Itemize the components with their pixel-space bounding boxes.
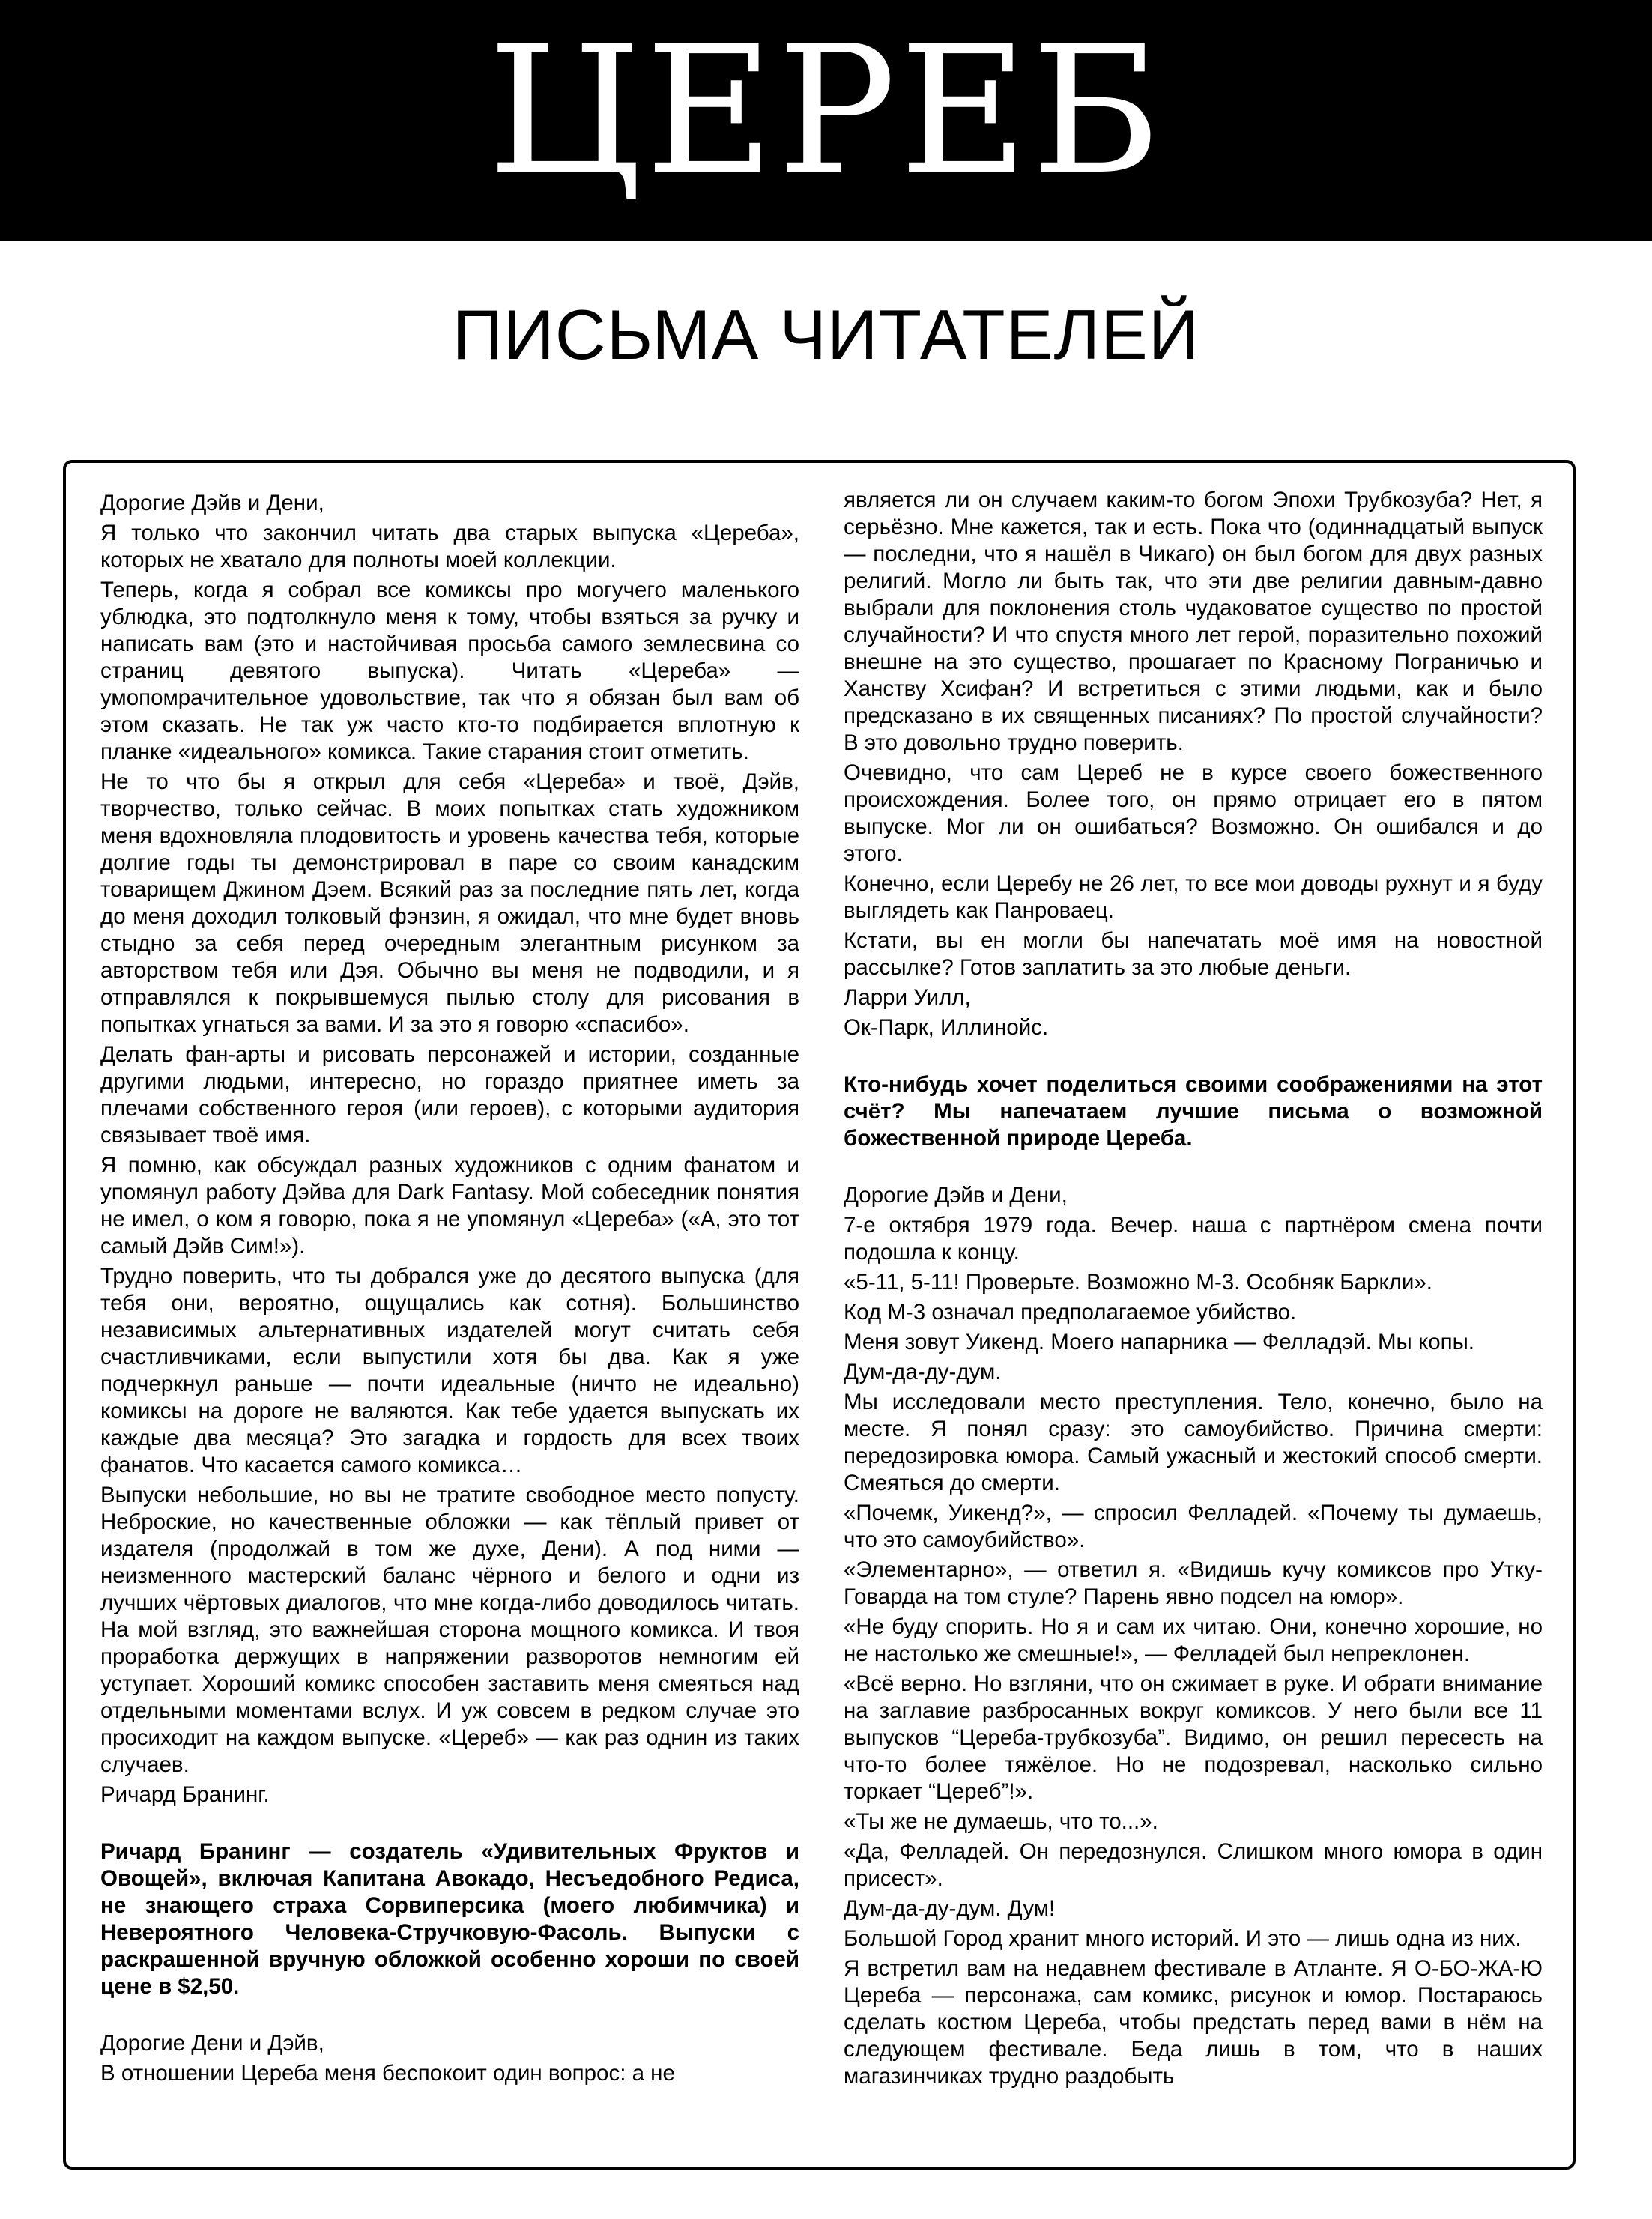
paragraph-spacer: [844, 1155, 1543, 1182]
letter-paragraph: Большой Город хранит много историй. И это — лишь одна из них.: [844, 1926, 1522, 1951]
letter-paragraph: Трудно поверить, что ты добрался уже до десятого выпуска (для тебя они, вероятно, ощущались как сотня). Большинство независимых альтернативных издателей могут считать себя счастливчиками, если выпустили хотя бы два. Как я уже подчеркнул раньше — почти идеальные (ничто не идеально) комиксы на дороге не валяются. Как тебе удается выпускать их каждые два месяца? Это загадка и гордость для всех твоих фанатов. Что касается самого комикса…: [100, 1264, 799, 1477]
letter-paragraph: Кстати, вы ен могли бы напечатать моё имя на новостной рассылке? Готов заплатить за это любые деньги.: [844, 928, 1543, 980]
letter-paragraph: «5-11, 5-11! Проверьте. Возможно М-3. Особняк Баркли».: [844, 1270, 1432, 1295]
letter-paragraph: Я только что закончил читать два старых выпуска «Цереба», которых не хватало для полноты моей коллекции.: [100, 521, 799, 572]
letter-paragraph: Дум-да-ду-дум. Дум!: [844, 1896, 1056, 1921]
letter-paragraph: Я встретил вам на недавнем фестивале в Атланте. Я О-БО-ЖА-Ю Цереба — персонажа, сам комикс, рисунок и юмор. Постараюсь сделать костюм Цереба, чтобы предстать перед вами в нём на следующем фестивале. Беда лишь в том, что в наших магазинчиках трудно раздобыть: [844, 1956, 1543, 2089]
letter-paragraph: Выпуски небольшие, но вы не тратите свободное место попусту. Неброские, но качественные обложки — как тёплый привет от издателя (продолжай в том же духе, Дени). А под ними — неизменного мастерский баланс чёрного и белого и одни из лучших чёртовых диалогов, что мне когда-либо доводилось читать. На мой взгляд, это важнейшая сторона мощного комикса. И твоя проработка держущих в напряжении разворотов немногим ей уступает. Хороший комикс способен заставить меня смеяться над отдельными моментами вслух. И уж совсем в редком случае это просиходит на каждом выпуске. «Цереб» — как раз однин из таких случаев.: [100, 1483, 799, 1777]
paragraph-spacer: [100, 1811, 799, 1838]
letter-paragraph: «Да, Фелладей. Он передознулся. Слишком много юмора в один присест».: [844, 1839, 1543, 1891]
masthead-title: ЦЕРЕБ: [488, 7, 1164, 214]
right-column: [844, 487, 1543, 2093]
letter-paragraph: «Почемк, Уикенд?», — спросил Фелладей. «Почему ты думаешь, что это самоубийство».: [844, 1501, 1543, 1552]
paragraph-spacer: [844, 1044, 1543, 1071]
letter-paragraph: «Всё верно. Но взгляни, что он сжимает в руке. И обрати внимание на заглавие разбросанных вокруг комиксов. У него были все 11 выпусков “Цереба-трубкозуба”. Видимо, он решил пересесть на что-то более тяжёлое. Но не подозревал, насколько сильно торкает “Цереб”!».: [844, 1671, 1543, 1804]
letter-paragraph: «Ты же не думаешь, что то...».: [844, 1809, 1158, 1834]
letter-paragraph: «Не буду спорить. Но я и сам их читаю. Они, конечно хорошие, но не настолько же смешные!», — Фелладей был непреклонен.: [844, 1614, 1543, 1666]
letter-paragraph: Теперь, когда я собрал все комиксы про могучего маленького ублюдка, это подтолкнуло меня к тому, чтобы взяться за ручку и написать вам (это и настойчивая просьба самого землесвина со страниц девятого выпуска). Читать «Цереба» — умопомрачительное удовольствие, так что я обязан был вам об этом сказать. Не так уж часто кто-то подбирается вплотную к планке «идеального» комикса. Такие старания стоит отметить.: [100, 578, 799, 764]
editor-note: Ричард Бранинг — создатель «Удивительных Фруктов и Овощей», включая Капитана Авокадо, Несъедобного Редиса, не знающего страха Сорвиперсика (моего любимчика) и Невероятного Человека-Стручковую-Фасоль. Выпуски с раскрашенной вручную обложкой особенно хороши по своей цене в $2,50.: [100, 1839, 799, 1999]
letter-paragraph: Ларри Уилл,: [844, 985, 971, 1010]
letter-paragraph: Дорогие Дэйв и Дени,: [844, 1183, 1068, 1208]
letter-paragraph: Конечно, если Церебу не 26 лет, то все мои доводы рухнут и я буду выглядеть как Панроваец.: [844, 871, 1543, 923]
letters-frame: [63, 460, 1576, 2170]
letter-paragraph: Очевидно, что сам Цереб не в курсе своего божественного происхождения. Более того, он прямо отрицает его в пятом выпуске. Мог ли он ошибаться? Возможно. Он ошибался и до этого.: [844, 760, 1543, 866]
letter-paragraph: Ок-Парк, Иллинойс.: [844, 1015, 1049, 1040]
letter-paragraph: Дорогие Дэйв и Дени,: [100, 491, 324, 515]
letter-paragraph: 7-е октября 1979 года. Вечер. наша с партнёром смена почти подошла к концу.: [844, 1213, 1543, 1265]
letter-paragraph: Ричард Бранинг.: [100, 1782, 270, 1807]
letter-paragraph: Не то что бы я открыл для себя «Цереба» и твоё, Дэйв, творчество, только сейчас. В моих попытках стать художником меня вдохновляла плодовитость и уровень качества тебя, которые долгие годы ты демонстрировал в паре со своим канадским товарищем Джином Дэем. Всякий раз за последние пять лет, когда до меня доходил толковый фэнзин, я ожидал, что мне будет вновь стыдно за себя перед очередным элегантным рисунком за авторством тебя или Дэя. Обычно вы меня не подводили, и я отправлялся к покрывшемуся пылью столу для рисования в попытках угнаться за вами. И за это я говорю «спасибо».: [100, 769, 799, 1037]
editor-note: Кто-нибудь хочет поделиться своими соображениями на этот счёт? Мы напечатаем лучшие письма о возможной божественной природе Цереба.: [844, 1072, 1543, 1151]
page-title: ПИСЬМА ЧИТАТЕЛЕЙ: [452, 295, 1200, 374]
masthead: [0, 0, 1652, 241]
letter-paragraph: В отношении Цереба меня беспокоит один вопрос: а не: [100, 2061, 675, 2086]
left-column: [100, 490, 799, 2090]
letter-paragraph: Делать фан-арты и рисовать персонажей и истории, созданные другими людьми, интересно, но гораздо приятнее иметь за плечами собственного героя (или героев), с которыми аудитория связывает твоё имя.: [100, 1042, 799, 1148]
paragraph-spacer: [100, 2003, 799, 2030]
letter-paragraph: Меня зовут Уикенд. Моего напарника — Фелладэй. Мы копы.: [844, 1330, 1474, 1354]
letter-paragraph: Я помню, как обсуждал разных художников с одним фанатом и упомянул работу Дэйва для Dark Fantasy. Мой собеседник понятия не имел, о ком я говорю, пока я не упомянул «Цереба» («А, это тот самый Дэйв Сим!»).: [100, 1153, 799, 1259]
letter-paragraph: Дорогие Дени и Дэйв,: [100, 2031, 324, 2056]
letter-paragraph: Код М-3 означал предполагаемое убийство.: [844, 1300, 1297, 1325]
letter-paragraph: «Элементарно», — ответил я. «Видишь кучу комиксов про Утку-Говарда на том стуле? Парень явно подсел на юмор».: [844, 1557, 1543, 1609]
letter-paragraph: Мы исследовали место преступления. Тело, конечно, было на месте. Я понял сразу: это самоубийство. Причина смерти: передозировка юмора. Самый ужасный и жестокий способ смерти. Смеяться до смерти.: [844, 1390, 1543, 1495]
letter-paragraph: является ли он случаем каким-то богом Эпохи Трубкозуба? Нет, я серьёзно. Мне кажется, так и есть. Пока что (одиннадцатый выпуск — последни, что я нашёл в Чикаго) он был богом для двух разных религий. Могло ли быть так, что эти две религии давным-давно выбрали для поклонения столь чудаковатое существо по простой случайности? И что спустя много лет герой, поразительно похожий внешне на это существо, прошагает по Красному Пограничью и Ханству Хсифан? И встретиться с этими людьми, как и было предсказано в их священных писаниях? По простой случайности? В это довольно трудно поверить.: [844, 488, 1543, 755]
letter-paragraph: Дум-да-ду-дум.: [844, 1360, 1002, 1384]
